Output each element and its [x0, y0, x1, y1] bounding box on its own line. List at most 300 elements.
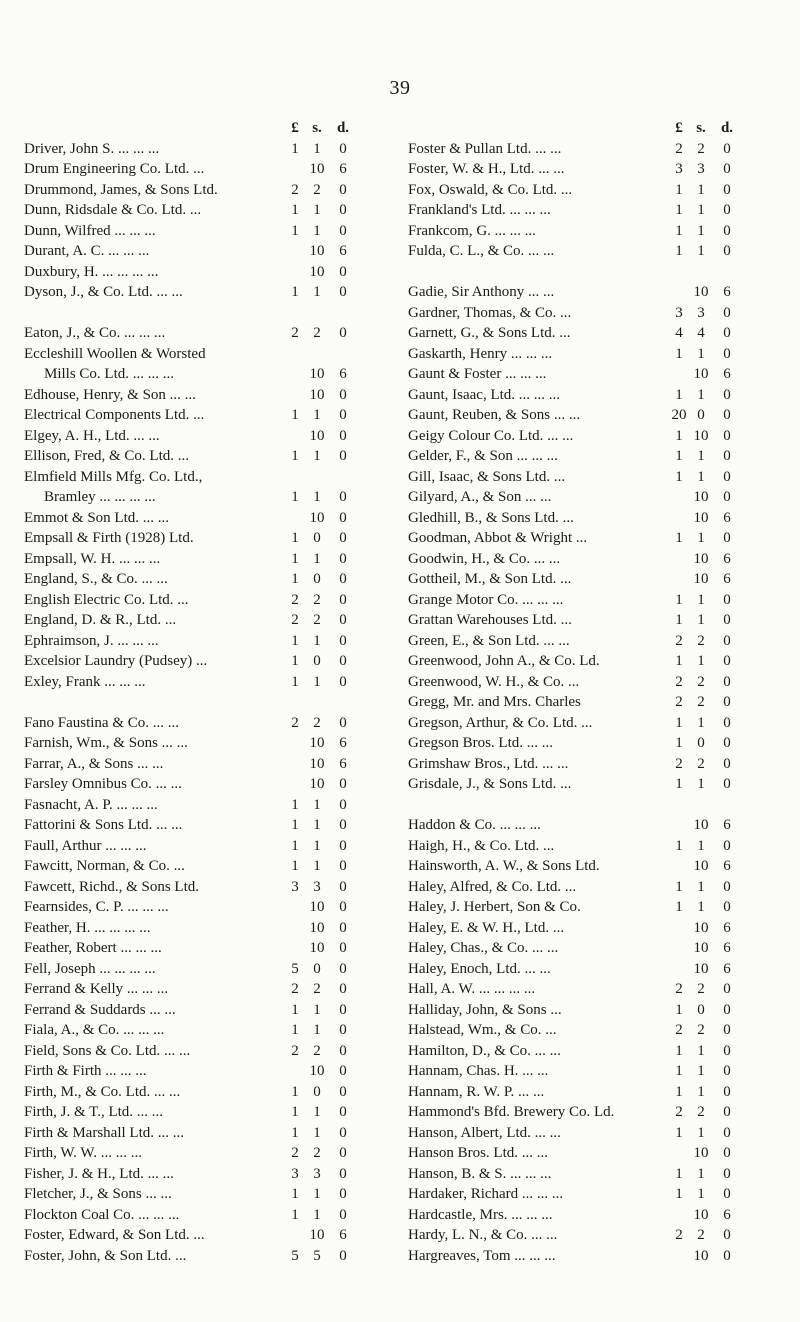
entry-name: Ferrand & Kelly ... ... ...: [24, 981, 169, 997]
amount-shillings: 10: [309, 366, 325, 382]
list-item: [24, 836, 364, 857]
amount-shillings: 0: [313, 530, 321, 546]
amount-pence: 0: [723, 1083, 731, 1100]
amount-pence: 0: [339, 817, 347, 833]
list-item: [408, 651, 748, 672]
amount-pence: 6: [339, 1227, 347, 1243]
amount-pence: 6: [723, 940, 731, 956]
entry-name: Faull, Arthur ... ... ...: [24, 837, 147, 854]
amount-pence: 0: [723, 1022, 731, 1038]
list-item: [24, 672, 364, 693]
entry-name: Gadie, Sir Anthony ... ...: [408, 284, 555, 300]
amount-pence: 0: [723, 755, 731, 772]
list-item: [408, 631, 748, 652]
amount-pounds: 1: [675, 1042, 683, 1059]
amount-shillings: 1: [697, 1063, 705, 1079]
amount-shillings: 1: [697, 714, 705, 731]
amount-pounds: 3: [675, 161, 683, 177]
amount-pence: 0: [339, 1063, 347, 1079]
list-item: [408, 692, 748, 713]
amount-pence: 0: [723, 714, 731, 731]
entry-name: Gelder, F., & Son ... ... ...: [408, 448, 558, 464]
entry-name: Eaton, J., & Co. ... ... ...: [24, 325, 166, 341]
list-item: [408, 877, 748, 898]
entry-name: Gardner, Thomas, & Co. ...: [408, 304, 572, 321]
list-item: [24, 979, 364, 1000]
list-item: [408, 1061, 748, 1082]
amount-pence: 0: [723, 612, 731, 628]
amount-pounds: 2: [291, 981, 299, 997]
amount-pounds: 2: [291, 1042, 299, 1059]
entry-name: Firth, M., & Co. Ltd. ... ...: [24, 1083, 181, 1100]
list-item: [408, 897, 748, 918]
entry-name: Hammond's Bfd. Brewery Co. Ld.: [408, 1104, 615, 1120]
amount-shillings: 2: [697, 1227, 705, 1243]
list-item: [24, 651, 364, 672]
amount-shillings: 10: [309, 263, 325, 280]
entry-name: Driver, John S. ... ... ...: [24, 140, 160, 157]
pence-heading: d.: [336, 120, 350, 136]
list-item: [408, 959, 748, 980]
entry-name: Fletcher, J., & Sons ... ...: [24, 1186, 172, 1202]
amount-pounds: 1: [675, 181, 683, 198]
amount-pence: 0: [339, 960, 347, 977]
amount-shillings: 1: [697, 837, 705, 854]
amount-pence: 6: [723, 366, 731, 382]
list-item: [408, 282, 748, 303]
amount-pounds: 1: [291, 817, 299, 833]
amount-pence: 0: [339, 550, 347, 567]
amount-pounds: 1: [675, 386, 683, 403]
list-item: [24, 364, 364, 385]
amount-pounds: 1: [675, 1165, 683, 1182]
list-item: [24, 221, 364, 242]
amount-shillings: 4: [697, 325, 705, 341]
list-item: [408, 774, 748, 795]
amount-shillings: 10: [693, 940, 709, 956]
amount-pence: 0: [723, 304, 731, 321]
entry-name: Bramley ... ... ... ...: [44, 489, 156, 505]
amount-pence: 0: [339, 1165, 347, 1182]
entry-name: Haigh, H., & Co. Ltd. ...: [408, 837, 555, 854]
entry-name: Hargreaves, Tom ... ... ...: [408, 1247, 556, 1264]
list-item: [24, 1061, 364, 1082]
entry-name: Foster, Edward, & Son Ltd. ...: [24, 1227, 205, 1243]
entry-name: Durant, A. C. ... ... ...: [24, 243, 150, 259]
amount-shillings: 2: [697, 140, 705, 157]
amount-shillings: 1: [313, 1206, 321, 1223]
amount-shillings: 1: [697, 386, 705, 403]
entry-name: Duxbury, H. ... ... ... ...: [24, 263, 159, 280]
entry-name: Fiala, A., & Co. ... ... ...: [24, 1022, 165, 1038]
amount-pence: 0: [339, 448, 347, 464]
list-item: [408, 836, 748, 857]
entry-name: Fawcitt, Norman, & Co. ...: [24, 858, 185, 874]
amount-shillings: 10: [693, 1247, 709, 1264]
entry-name: Gill, Isaac, & Sons Ltd. ...: [408, 468, 566, 485]
amount-shillings: 1: [697, 1165, 705, 1182]
list-item: [24, 1000, 364, 1021]
list-item: [408, 405, 748, 426]
amount-pence: 0: [723, 1042, 731, 1059]
entry-name: Grimshaw Bros., Ltd. ... ...: [408, 755, 569, 772]
amount-pence: 0: [723, 386, 731, 403]
amount-pence: 0: [339, 673, 347, 690]
list-item: [24, 1123, 364, 1144]
list-item: [24, 713, 364, 734]
amount-shillings: 1: [697, 181, 705, 198]
list-item: [408, 713, 748, 734]
amount-shillings: 3: [697, 304, 705, 321]
amount-pence: 0: [723, 1227, 731, 1243]
amount-shillings: 1: [313, 1104, 321, 1120]
amount-pounds: 1: [291, 202, 299, 218]
amount-pence: 6: [723, 550, 731, 567]
amount-pence: 0: [339, 1124, 347, 1141]
list-item: [408, 1041, 748, 1062]
list-item: [408, 467, 748, 488]
amount-pounds: 1: [675, 591, 683, 608]
amount-pence: 0: [339, 714, 347, 731]
amount-pounds: 2: [675, 694, 683, 710]
amount-pence: 6: [723, 284, 731, 300]
amount-pounds: 1: [291, 222, 299, 239]
amount-shillings: 2: [697, 632, 705, 649]
entry-name: Feather, H. ... ... ... ...: [24, 919, 151, 936]
amount-shillings: 10: [309, 755, 325, 772]
amount-pounds: 2: [675, 1022, 683, 1038]
amount-pence: 0: [339, 386, 347, 403]
amount-shillings: 10: [693, 427, 709, 444]
amount-pounds: 1: [291, 571, 299, 587]
entry-name: Fell, Joseph ... ... ... ...: [24, 960, 156, 977]
list-item: [24, 180, 364, 201]
list-item: [24, 241, 364, 262]
amount-pence: 6: [723, 509, 731, 526]
amount-pounds: 2: [675, 632, 683, 649]
currency-header: [24, 118, 364, 139]
amount-pence: 0: [339, 591, 347, 608]
amount-pounds: 1: [291, 653, 299, 669]
entry-name: Halstead, Wm., & Co. ...: [408, 1022, 557, 1038]
amount-shillings: 10: [693, 509, 709, 526]
list-item: [408, 1102, 748, 1123]
list-item: [24, 590, 364, 611]
list-item: [408, 569, 748, 590]
amount-shillings: 1: [697, 1083, 705, 1100]
entry-name: Farnish, Wm., & Sons ... ...: [24, 735, 188, 751]
left-column: [24, 118, 364, 1266]
amount-pence: 6: [339, 366, 347, 382]
amount-pence: 0: [339, 940, 347, 956]
entry-name: Elmfield Mills Mfg. Co. Ltd.,: [24, 468, 203, 485]
amount-shillings: 10: [693, 817, 709, 833]
amount-pounds: 2: [675, 981, 683, 997]
amount-pence: 0: [723, 222, 731, 239]
entry-name: Fulda, C. L., & Co. ... ...: [408, 243, 555, 259]
entry-name: Greenwood, John A., & Co. Ld.: [408, 653, 600, 669]
amount-pounds: 1: [675, 427, 683, 444]
list-item: [24, 549, 364, 570]
amount-shillings: 1: [697, 468, 705, 485]
amount-pence: 0: [339, 202, 347, 218]
amount-pence: 0: [339, 530, 347, 546]
amount-pence: 0: [723, 427, 731, 444]
list-item: [24, 323, 364, 344]
amount-pence: 0: [339, 263, 347, 280]
list-item: [24, 795, 364, 816]
amount-pence: 6: [723, 919, 731, 936]
amount-pence: 0: [339, 796, 347, 813]
entry-name: Excelsior Laundry (Pudsey) ...: [24, 653, 208, 669]
entry-name: Gottheil, M., & Son Ltd. ...: [408, 571, 572, 587]
entry-name: Fasnacht, A. P. ... ... ...: [24, 796, 158, 813]
entry-name: Hardaker, Richard ... ... ...: [408, 1186, 564, 1202]
list-item: [408, 139, 748, 160]
list-item: [24, 569, 364, 590]
list-item: [408, 323, 748, 344]
amount-pounds: 1: [675, 653, 683, 669]
pence-heading: d.: [720, 120, 734, 136]
amount-shillings: 10: [309, 940, 325, 956]
entry-name: Electrical Components Ltd. ...: [24, 407, 205, 423]
amount-shillings: 1: [313, 673, 321, 690]
list-item: [24, 508, 364, 529]
amount-shillings: 2: [313, 325, 321, 341]
amount-shillings: 2: [697, 1104, 705, 1120]
amount-pence: 6: [339, 735, 347, 751]
entry-name: Grattan Warehouses Ltd. ...: [408, 612, 572, 628]
amount-pounds: 1: [291, 550, 299, 567]
amount-shillings: 10: [693, 489, 709, 505]
list-item: [408, 1184, 748, 1205]
amount-pounds: 1: [291, 796, 299, 813]
entry-name: Gaskarth, Henry ... ... ...: [408, 345, 553, 362]
list-item: [408, 549, 748, 570]
list-item: [408, 856, 748, 877]
amount-shillings: 2: [313, 981, 321, 997]
entry-name: Firth, J. & T., Ltd. ... ...: [24, 1104, 164, 1120]
amount-pounds: 1: [675, 714, 683, 731]
right-column: [408, 118, 748, 1266]
amount-shillings: 1: [313, 222, 321, 239]
amount-shillings: 0: [697, 407, 705, 423]
list-item: [408, 979, 748, 1000]
amount-pounds: 1: [291, 858, 299, 874]
list-item: [408, 754, 748, 775]
amount-pounds: 1: [291, 1104, 299, 1120]
amount-shillings: 10: [693, 571, 709, 587]
list-item: [24, 610, 364, 631]
list-item: [408, 241, 748, 262]
amount-shillings: 2: [697, 673, 705, 690]
entry-name: Hanson, B. & S. ... ... ...: [408, 1165, 552, 1182]
entry-name: Greenwood, W. H., & Co. ...: [408, 673, 580, 690]
list-item: [24, 139, 364, 160]
entry-name: Exley, Frank ... ... ...: [24, 673, 146, 690]
amount-shillings: 3: [697, 161, 705, 177]
amount-shillings: 2: [697, 1022, 705, 1038]
amount-pence: 6: [339, 243, 347, 259]
amount-shillings: 1: [697, 243, 705, 259]
amount-shillings: 3: [313, 878, 321, 895]
list-item: [24, 856, 364, 877]
amount-shillings: 1: [697, 1186, 705, 1202]
list-item: [408, 938, 748, 959]
amount-pence: 0: [723, 899, 731, 915]
entry-name: Ferrand & Suddards ... ...: [24, 1001, 176, 1018]
entry-name: Empsall, W. H. ... ... ...: [24, 550, 161, 567]
entry-name: England, D. & R., Ltd. ...: [24, 612, 177, 628]
amount-pence: 0: [723, 981, 731, 997]
list-item: [408, 1246, 748, 1267]
amount-pence: 0: [723, 325, 731, 341]
amount-shillings: 10: [309, 1227, 325, 1243]
list-item: [24, 405, 364, 426]
amount-pence: 0: [339, 981, 347, 997]
entry-name: Edhouse, Henry, & Son ... ...: [24, 386, 196, 403]
amount-pounds: 2: [291, 1145, 299, 1161]
list-item: [24, 385, 364, 406]
amount-shillings: 1: [313, 284, 321, 300]
list-item: [408, 1205, 748, 1226]
list-item: [24, 528, 364, 549]
amount-shillings: 1: [313, 1124, 321, 1141]
shillings-heading: s.: [696, 120, 706, 136]
amount-shillings: 2: [313, 714, 321, 731]
entry-name: Gregson Bros. Ltd. ... ...: [408, 735, 553, 751]
entry-name: Flockton Coal Co. ... ... ...: [24, 1206, 180, 1223]
section-gap: [408, 262, 748, 283]
amount-shillings: 0: [313, 1083, 321, 1100]
amount-pounds: 2: [675, 755, 683, 772]
amount-pounds: 3: [291, 1165, 299, 1182]
section-gap: [408, 795, 748, 816]
amount-pounds: 1: [675, 448, 683, 464]
amount-pounds: 2: [291, 612, 299, 628]
list-item: [24, 1225, 364, 1246]
amount-shillings: 0: [697, 735, 705, 751]
amount-pounds: 1: [291, 1022, 299, 1038]
amount-pence: 0: [339, 612, 347, 628]
amount-pence: 0: [723, 776, 731, 792]
list-item: [408, 159, 748, 180]
amount-shillings: 2: [313, 1145, 321, 1161]
amount-pounds: 1: [291, 284, 299, 300]
amount-pounds: 2: [675, 673, 683, 690]
entry-name: Fattorini & Sons Ltd. ... ...: [24, 817, 183, 833]
amount-pence: 6: [339, 161, 347, 177]
amount-shillings: 1: [313, 448, 321, 464]
amount-shillings: 10: [693, 960, 709, 977]
entry-name: Fano Faustina & Co. ... ...: [24, 714, 180, 731]
amount-pence: 0: [723, 632, 731, 649]
amount-shillings: 1: [697, 612, 705, 628]
entry-name: Fearnsides, C. P. ... ... ...: [24, 899, 169, 915]
amount-pounds: 1: [291, 530, 299, 546]
amount-pounds: 1: [291, 140, 299, 157]
list-item: [24, 897, 364, 918]
shillings-heading: s.: [312, 120, 322, 136]
amount-pounds: 4: [675, 325, 683, 341]
amount-shillings: 2: [697, 755, 705, 772]
entry-name: Fox, Oswald, & Co. Ltd. ...: [408, 181, 573, 198]
list-item: [408, 180, 748, 201]
entry-name: Gaunt, Isaac, Ltd. ... ... ...: [408, 386, 561, 403]
amount-shillings: 10: [309, 776, 325, 792]
list-item: [408, 528, 748, 549]
list-item: [408, 508, 748, 529]
list-item: [408, 1164, 748, 1185]
amount-pounds: 3: [675, 304, 683, 321]
list-item: [24, 200, 364, 221]
amount-shillings: 2: [313, 181, 321, 198]
list-item: [408, 221, 748, 242]
amount-shillings: 10: [693, 858, 709, 874]
amount-pence: 0: [723, 243, 731, 259]
amount-pounds: 5: [291, 1247, 299, 1264]
list-item: [24, 487, 364, 508]
entry-name: Foster & Pullan Ltd. ... ...: [408, 140, 562, 157]
entry-name: Hannam, R. W. P. ... ...: [408, 1083, 545, 1100]
amount-pounds: 1: [675, 202, 683, 218]
list-item: [408, 344, 748, 365]
list-item: [24, 1102, 364, 1123]
amount-pence: 0: [339, 181, 347, 198]
amount-pence: 0: [339, 222, 347, 239]
amount-shillings: 1: [697, 878, 705, 895]
amount-pence: 6: [723, 817, 731, 833]
entry-name: Gledhill, B., & Sons Ltd. ...: [408, 509, 574, 526]
list-item: [408, 590, 748, 611]
amount-pounds: 1: [291, 673, 299, 690]
entry-name: Eccleshill Woollen & Worsted: [24, 345, 206, 362]
amount-shillings: 0: [313, 653, 321, 669]
entry-name: Farrar, A., & Sons ... ...: [24, 755, 164, 772]
amount-pounds: 1: [675, 776, 683, 792]
amount-pounds: 1: [675, 878, 683, 895]
amount-pounds: 2: [291, 591, 299, 608]
list-item: [24, 1164, 364, 1185]
amount-pence: 0: [723, 673, 731, 690]
amount-pence: 0: [723, 468, 731, 485]
entry-name: Haley, Alfred, & Co. Ltd. ...: [408, 878, 577, 895]
amount-pence: 0: [723, 1104, 731, 1120]
amount-pounds: 1: [291, 632, 299, 649]
amount-pence: 0: [723, 489, 731, 505]
list-item: [408, 200, 748, 221]
entry-name: Haddon & Co. ... ... ...: [408, 817, 541, 833]
list-item: [24, 754, 364, 775]
entry-name: Fisher, J. & H., Ltd. ... ...: [24, 1165, 174, 1182]
entry-name: Empsall & Firth (1928) Ltd.: [24, 530, 194, 546]
amount-pounds: 1: [291, 1001, 299, 1018]
entry-name: Haley, Enoch, Ltd. ... ...: [408, 960, 551, 977]
entry-name: Hanson, Albert, Ltd. ... ...: [408, 1124, 561, 1141]
list-item: [24, 815, 364, 836]
entry-name: Grisdale, J., & Sons Ltd. ...: [408, 776, 572, 792]
entry-name: Elgey, A. H., Ltd. ... ...: [24, 427, 160, 444]
list-item: [24, 446, 364, 467]
amount-pence: 0: [339, 899, 347, 915]
list-item: [408, 446, 748, 467]
entry-name: Gilyard, A., & Son ... ...: [408, 489, 552, 505]
entry-name: Gaunt & Foster ... ... ...: [408, 366, 547, 382]
amount-pence: 0: [339, 427, 347, 444]
entry-name: Dunn, Wilfred ... ... ...: [24, 222, 156, 239]
amount-shillings: 1: [697, 591, 705, 608]
amount-shillings: 1: [313, 837, 321, 854]
